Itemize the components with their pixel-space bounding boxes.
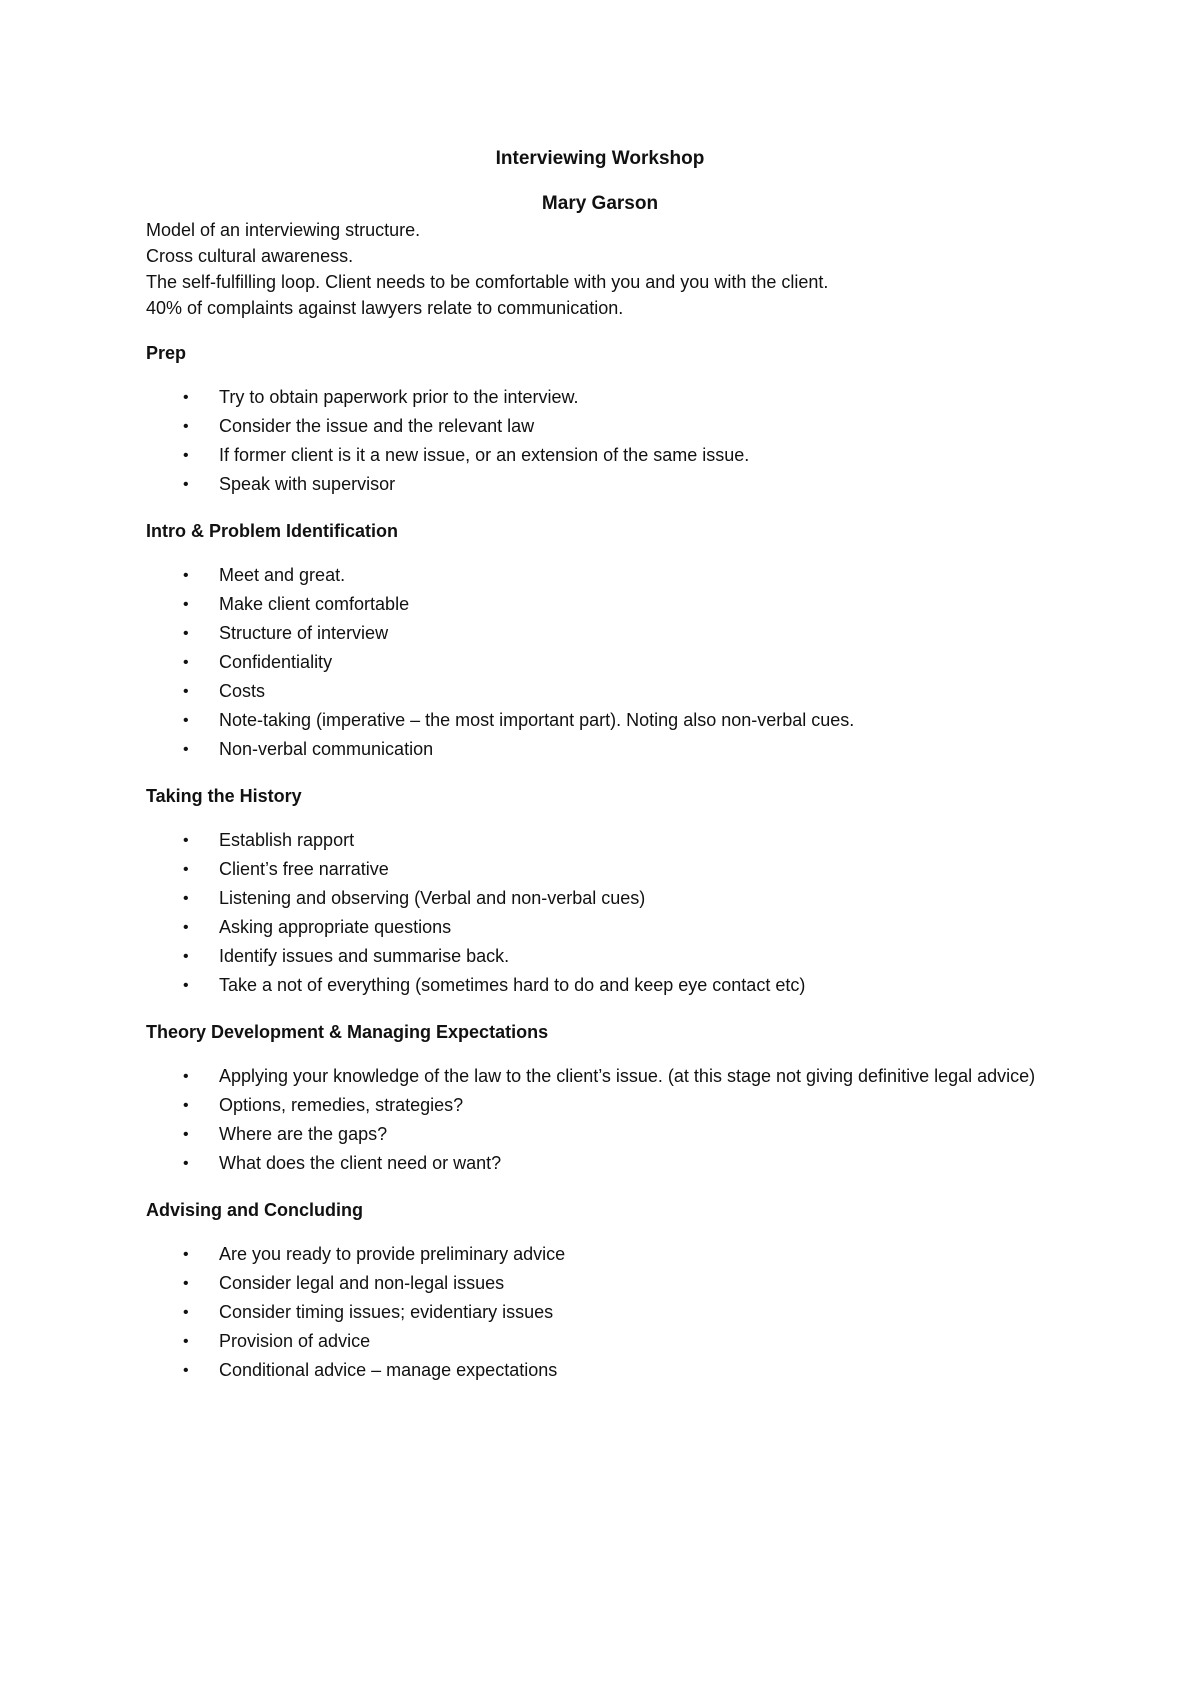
bullet-icon: •: [183, 1155, 189, 1172]
list-item-text: Make client comfortable: [219, 594, 410, 614]
bullet-icon: •: [183, 389, 189, 406]
section-heading-advising: Advising and Concluding: [146, 1200, 363, 1220]
list-item-text: Structure of interview: [219, 623, 389, 643]
section-heading-prep: Prep: [146, 343, 187, 363]
list-item: [146, 1240, 1080, 1269]
list-item: [146, 855, 1080, 884]
list-item: [146, 1356, 1080, 1385]
section-list-history: [146, 826, 1080, 1000]
list-item-text: Conditional advice – manage expectations: [219, 1360, 558, 1380]
list-item: [146, 971, 1080, 1000]
list-item: [146, 470, 1080, 499]
bullet-icon: •: [183, 861, 189, 878]
section-list-theory: [146, 1062, 1080, 1178]
section-list-intro: [146, 561, 1080, 764]
list-item-text: Try to obtain paperwork prior to the interview.: [219, 387, 579, 407]
list-item-text: Meet and great.: [219, 565, 346, 585]
bullet-icon: •: [183, 948, 189, 965]
list-item: [146, 561, 1080, 590]
list-item-text: Consider legal and non-legal issues: [219, 1273, 505, 1293]
list-item-text: Client’s free narrative: [219, 859, 389, 879]
list-item: [146, 1298, 1080, 1327]
list-item: [146, 590, 1080, 619]
bullet-icon: •: [183, 712, 189, 729]
list-item-text: Note-taking (imperative – the most important part). Noting also non-verbal cues.: [219, 710, 855, 730]
bullet-icon: •: [183, 741, 189, 758]
list-item-text: Consider the issue and the relevant law: [219, 416, 535, 436]
list-item: [146, 1149, 1080, 1178]
list-item-text: Speak with supervisor: [219, 474, 396, 494]
intro-line: The self-fulfilling loop. Client needs to be comfortable with you and you with the client.: [146, 272, 829, 292]
section-heading-theory: Theory Development & Managing Expectations: [146, 1022, 549, 1042]
list-item-text: Where are the gaps?: [219, 1124, 388, 1144]
list-item: [146, 735, 1080, 764]
list-item-text: Asking appropriate questions: [219, 917, 452, 937]
bullet-icon: •: [183, 890, 189, 907]
bullet-icon: •: [183, 567, 189, 584]
section-list-prep: [146, 383, 1080, 499]
bullet-icon: •: [183, 596, 189, 613]
bullet-icon: •: [183, 476, 189, 493]
bullet-icon: •: [183, 1333, 189, 1350]
bullet-icon: •: [183, 1275, 189, 1292]
list-item-text: Confidentiality: [219, 652, 333, 672]
bullet-icon: •: [183, 977, 189, 994]
bullet-icon: •: [183, 654, 189, 671]
list-item: [146, 826, 1080, 855]
list-item-text: Costs: [219, 681, 266, 701]
list-item-text: Are you ready to provide preliminary advice: [219, 1244, 566, 1264]
bullet-icon: •: [183, 447, 189, 464]
list-item-text: Establish rapport: [219, 830, 355, 850]
section-heading-intro: Intro & Problem Identification: [146, 521, 399, 541]
list-item-text: Non-verbal communication: [219, 739, 434, 759]
section-heading-history: Taking the History: [146, 786, 302, 806]
bullet-icon: •: [183, 1126, 189, 1143]
list-item: [146, 1327, 1080, 1356]
list-item: [146, 1269, 1080, 1298]
list-item: [146, 412, 1080, 441]
bullet-icon: •: [183, 1304, 189, 1321]
bullet-icon: •: [183, 919, 189, 936]
list-item: [146, 619, 1080, 648]
list-item: [146, 913, 1080, 942]
list-item-text: Take a not of everything (sometimes hard to do and keep eye contact etc): [219, 975, 806, 995]
list-item: [146, 1091, 1080, 1120]
bullet-icon: •: [183, 625, 189, 642]
intro-line: Cross cultural awareness.: [146, 246, 354, 266]
list-item: [146, 383, 1080, 412]
bullet-icon: •: [183, 1097, 189, 1114]
list-item: [146, 942, 1080, 971]
list-item: [146, 1062, 1080, 1091]
list-item-text: Listening and observing (Verbal and non-verbal cues): [219, 888, 646, 908]
list-item-text: Applying your knowledge of the law to the client’s issue. (at this stage not giving definitive legal advice): [219, 1066, 1036, 1086]
bullet-icon: •: [183, 1068, 189, 1085]
document-author: Mary Garson: [541, 193, 659, 214]
intro-line: 40% of complaints against lawyers relate to communication.: [146, 298, 624, 318]
list-item: [146, 648, 1080, 677]
list-item-text: If former client is it a new issue, or an extension of the same issue.: [219, 445, 750, 465]
document-title: Interviewing Workshop: [495, 148, 705, 169]
list-item: [146, 677, 1080, 706]
intro-line: Model of an interviewing structure.: [146, 220, 421, 240]
bullet-icon: •: [183, 1362, 189, 1379]
list-item-text: Options, remedies, strategies?: [219, 1095, 464, 1115]
section-list-advising: [146, 1240, 1080, 1385]
bullet-icon: •: [183, 418, 189, 435]
list-item: [146, 441, 1080, 470]
list-item-text: Provision of advice: [219, 1331, 371, 1351]
list-item-text: Consider timing issues; evidentiary issues: [219, 1302, 554, 1322]
bullet-icon: •: [183, 1246, 189, 1263]
list-item: [146, 706, 1080, 735]
list-item-text: What does the client need or want?: [219, 1153, 502, 1173]
bullet-icon: •: [183, 832, 189, 849]
bullet-icon: •: [183, 683, 189, 700]
list-item: [146, 1120, 1080, 1149]
list-item-text: Identify issues and summarise back.: [219, 946, 510, 966]
list-item: [146, 884, 1080, 913]
